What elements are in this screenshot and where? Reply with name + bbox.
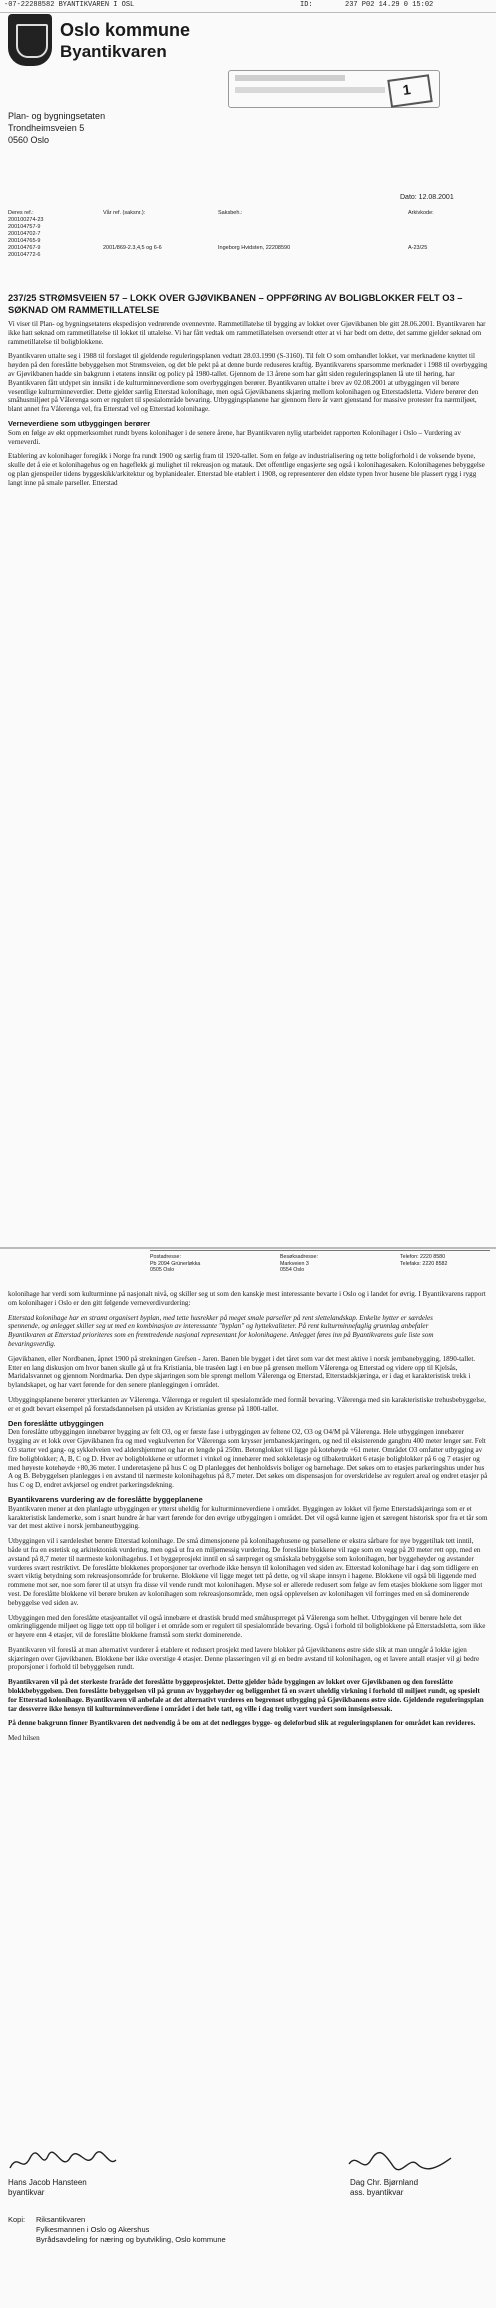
- conclusion-paragraph: Byantikvaren vil på det sterkeste fraråde det foreslåtte byggeprosjektet. Dette gjelder både byggingen av lokket over Gjøvikbanen og den foreslåtte blokkbebyggelsen. Den foreslåtte bebyggelsen vil på grunn av byggehøyder og beliggenhet få en svært uheldig virkning i forhold til miljøet rundt, og spesielt for Etterstad kolonihage. Byantikvaren vil anbefale at det alternativt vurderes en begrenset utbygging på Gjøvikbanens østre side. Gjeldende reguleringsplan tar dessverre ikke hensyn til kulturminneverdiene i området i det hele tatt, og ville i dag trolig vært vurdert som innsigelsessak.: [8, 1678, 484, 1713]
- copy-label: Kopi:: [8, 2215, 26, 2224]
- copy-recipient: Fylkesmannen i Oslo og Akershus: [36, 2225, 150, 2234]
- ref-label: Vår ref. (saksnr.):: [103, 210, 146, 216]
- paragraph: Som en følge av økt oppmerksomhet rundt byens kolonihager i de senere årene, har Byantikvaren nylig utarbeidet rapporten Kolonihager i Oslo – Vurdering av verneverdi.: [8, 428, 461, 446]
- address-line: Plan- og bygningsetaten: [8, 111, 106, 121]
- org-name: Oslo kommune: [60, 20, 191, 40]
- municipal-seal-icon: [8, 14, 52, 66]
- fax-header-id: ID:: [300, 1, 313, 9]
- paragraph: Byantikvaren vil foreslå at man alternativt vurderer å etablere et redusert prosjekt med lavere blokker på Gjøvikbanens østre side slik at man unngår å lokke igjen skjæringen over Gjøvikbanen. Blokkene bør ikke overstige 4 etasjer. Denne plasseringen vil gi en bedre avstand til kolonihagen, og et lavere antall etasjer vil gi bedre proporsjoner i forhold til bebyggelsen rundt.: [8, 1645, 480, 1672]
- paragraph: Byantikvaren uttalte seg i 1988 til forslaget til gjeldende reguleringsplanen vedtatt 28.03.1990 (S-3160). Til felt O som omhandlet lokket, var merknadene knyttet til høyden på den foreslåtte bebyggelsen mot Strømsveien, og det ble pekt på at denne burde reduseres kraftig. Byantikvarens sparsomme merknader i 1988 til overbygging av Gjøvikbanen hadde sin bakgrunn i etatens innsikt og policy på 1980-tallet. Gjennom de 13 årene som har gått siden reguleringsplanen lå ute til høring, har Byantikvaren fått utdypet sin innsikt i de kulturminneverdiene som overbyggingen berører. Byantikvaren uttalte i brev av 02.08.2001 at utbyggingen vil berøre vesentlige kulturminneverdier. Dette gjelder særlig Etterstad kolonihage, men også Gjøvikbanens skjæring mellom kolonihagen og Etterstadsletta. Videre berører den småhusmiljøet på Vålerenga som er regulert til spesialområde bevaring. Utbyggingsplanene har gjennom flere år vært gjenstand for massive protester fra nærmiljøet, blant annet fra Vålerenga vel, fra Etterstad vel og Etterstad kolonihage.: [8, 352, 488, 414]
- footer-visit: Besøksadresse: Markveien 3 0554 Oslo: [280, 1254, 318, 1274]
- page-break: [0, 1247, 496, 1249]
- body-part-1: [8, 320, 488, 494]
- signer-name: Hans Jacob Hansteen: [8, 2178, 87, 2187]
- signer-role: ass. byantikvar: [350, 2188, 404, 2197]
- section-heading: Verneverdiene som utbyggingen berører: [8, 418, 151, 428]
- ref-value: 200104757-9: [8, 224, 41, 230]
- paragraph: Vi viser til Plan- og bygningsetatens ekspedisjon vedrørende ovennevnte. Rammetillatelse til bygging av lokket over Gjøvikbanen ble gitt 28.06.2001. Byantikvaren har ikke hatt søknad om rammetillatelse til lokket til uttalelse. Vi har fått vedtak om rammetillatelsen oversendt etter at vi har bedt om dette, det samme gjelder søknad om rammetillatelse til boligblokkene.: [8, 320, 486, 346]
- fax-header: [0, 0, 496, 13]
- quote-block: Etterstad kolonihage har en stramt organisert byplan, med tette husrekker på meget smale parseller på rent slettelandskap. Enkelte hytter er særdeles spennende, og anlegget skiller seg ut med en kombinasjon av interessante "byplan" og hyttekvaliteter. På rent kulturminnefaglig grunnlag anbefaler Byantikvaren at Etterstad prioriteres som en fremtredende nasjonal representant for kolonihagene. Anlegget føres inn på Byantikvarens gule liste som bevaringsverdig.: [8, 1313, 434, 1348]
- closing: Med hilsen: [8, 1734, 40, 1743]
- footer-postal: Postadresse: Pb 2094 Grünerløkka 0505 Oslo: [150, 1254, 201, 1274]
- ref-label: Saksbeh.:: [218, 210, 243, 216]
- signature-hansteen-icon: [8, 2150, 118, 2172]
- paragraph: kolonihage har verdi som kulturminne på nasjonalt nivå, og skiller seg ut som den kanskje mest interessante bevarte i Oslo og i landet for øvrig. I Byantikvarens rapport om kolonihager i Oslo er den gitt følgende verneverdivurdering:: [8, 1290, 486, 1307]
- letterhead: [8, 14, 488, 69]
- ref-value: 200104702-7: [8, 231, 41, 237]
- reference-block: [8, 210, 488, 280]
- address-line: 0560 Oslo: [8, 135, 50, 145]
- signature-block-1: [8, 2178, 87, 2198]
- copy-recipient: Riksantikvaren: [36, 2215, 86, 2224]
- section-heading: Den foreslåtte utbyggingen: [8, 1418, 104, 1428]
- address-line: Trondheimsveien 5: [8, 123, 85, 133]
- ref-value: 200104772-6: [8, 252, 41, 258]
- fax-header-left: -07-22288582 BYANTIKVAREN I OSL: [4, 1, 135, 9]
- request-paragraph: På denne bakgrunn finner Byantikvaren det nødvendig å be om at det nedlegges bygge- og deleforbud slik at reguleringsplanen for området kan revideres.: [8, 1719, 476, 1728]
- body-part-2: [8, 1290, 488, 1749]
- ref-value: Ingeborg Hvidsten, 22208590: [218, 245, 291, 251]
- recipient-address: [8, 110, 105, 146]
- paragraph: Den foreslåtte utbyggingen innebærer bygging av felt O3, og er første fase i utbyggingen av feltene O2, O3 og O4/M på Vålerenga. Hele utbyggingen innebærer bygging av et lokk over Gjøvikbanen fra og med vegkulverten for Vålerenga som krysser jernbaneskjæringen, og ned til eksisterende gangbru 400 meter lenger sør. Felt O3 starter ved gang- og sykkelveien ved aldershjemmet og har en lengde på 250m. Betonglokket vil ligge på kotehøyde +61 meter. Området O3 omfatter utbygging av fire boligblokker; A, B, C og D. Hver av boligblokkene er utformet i vinkel og innebærer med sokkeletasje og tilbaketrukket 6 etasje boligblokker på 6 og 7 etasjer og med høyeste kotehøyde +80,36 meter. I underetasjene på hus C og D planlegges det henholdsvis boliger og barnehage. Det søkes om to etasjes parkeringshus under hus A og B. Bebyggelsen planlegges i en avstand til nærmeste kolonihagehus på 8,7 meter. Det søkes om dispensasjon for overskridelse av regulert areal og endret etasjer på hus C og D, endret avkjørsel og endret parkeringsdekning.: [8, 1428, 488, 1490]
- section-heading: Byantikvarens vurdering av de foreslåtte byggeplanene: [8, 1494, 203, 1504]
- paragraph: Etablering av kolonihager foregikk i Norge fra rundt 1900 og særlig fram til 1920-tallet. Som en følge av industrialisering og tette boligforhold i de voksende byene, skulle det å eie et kolonihagehus og en hageflekk gi mulighet til rekreasjon og matauk. Det offentlige engasjerte seg også i kolonihagesaken. Kolonihagenes bebyggelse og plan gjenspeiler tidens byggeskikk/arkitektur og byplanidealer. Etterstad ble etablert i 1908, og representerer den eldste typen hvor husene ble plassert rygg i rygg langt inne på smale parseller. Etterstad: [8, 452, 485, 487]
- signer-name: Dag Chr. Bjørnland: [350, 2178, 419, 2187]
- fax-header-right: 237 P02 14.29 0 15:02: [345, 1, 434, 9]
- letter-date: Dato: 12.08.2001: [400, 194, 454, 201]
- ref-value: 200104765-9: [8, 238, 41, 244]
- stamp-box: 1: [387, 74, 432, 108]
- paragraph: Byantikvaren mener at den planlagte utbyggingen er ytterst uheldig for kulturminneverdiene i området. Byggingen av lokket vil fjerne Etterstadskjæringa som er et karakteristisk landemerke, som i snart hundre år har vært førende for den øvrige utbyggingen i området. Det vil også kunne igjen et særegent historisk spor fra et tår som var det mest aktive i norsk jernbaneutbygging.: [8, 1504, 488, 1531]
- paragraph: Utbyggingsplanene berører ytterkanten av Vålerenga. Vålerenga er regulert til spesialområde med formål bevaring. Vålerenga med sin karakteristiske trehusbebyggelse, er et godt bevart eksempel på forstadsdannelsen på utsiden av Kristianias grense på 1800-tallet.: [8, 1395, 486, 1413]
- signer-role: byantikvar: [8, 2188, 45, 2197]
- ref-value: A-23/25: [408, 245, 428, 251]
- paragraph: Gjøvikbanen, eller Nordbanen, åpnet 1900 på strekningen Grefsen - Jaren. Banen ble bygget i det tåret som var det mest aktive i norsk jernbanebygging, 1890-tallet. Etter en lang diskusjon om hvor banen skulle gå ut fra Kristiania, ble traséen lagt i en bue på grensen mellom Vålerenga og Etterstad og videre opp til Kjelsås, Maridalsvannet og gjennom Nordmarka. Den dype skjæringen som ble sprengt mellom Vålerenga og Etterstad, Etterstadskjæringa, er i dag et karakteristisk trekk i bylandskapet, og har vært førende for den senere planleggingen i området.: [8, 1354, 476, 1390]
- dept-name: Byantikvaren: [60, 42, 167, 61]
- letter-subject: 237/25 STRØMSVEIEN 57 – LOKK OVER GJØVIKBANEN – OPPFØRING AV BOLIGBLOKKER FELT O3 – SØKNAD OM RAMMETILLATELSE: [8, 293, 463, 315]
- ref-value: 2001/869-2.3,4,5 og 6-6: [103, 245, 162, 251]
- footer-phone: Telefon: 2220 8580 Telefaks: 2220 8582: [400, 1254, 448, 1267]
- ref-value: 200100274-23: [8, 217, 44, 223]
- signature-block-2: [350, 2178, 418, 2198]
- ref-label: Deres ref.:: [8, 210, 34, 216]
- received-stamp: [228, 70, 440, 108]
- ref-label: Arkivkode:: [408, 210, 434, 216]
- ref-value: 200104767-9: [8, 245, 41, 251]
- copy-list: [8, 2215, 226, 2245]
- paragraph: Utbyggingen med den foreslåtte etasjeantallet vil også innebære et drastisk brudd med småhusprreget på Vålerenga som helhet. Utbyggingen vil berøre hele det omkringliggende miljøet og ligge tett opp til boliger i et område som er regulert til spesialområde bevaring. Også i forhold til boligblokkene på Etterstadsletta, som ikke er høyere enn 4 etasjer, vil de foreslåtte blokkene framstå som sterkt dominerende.: [8, 1613, 486, 1640]
- paragraph: Utbyggingen vil i særdeleshet berøre Etterstad kolonihage. De små dimensjonene på kolonihagehusene og parsellene er ekstra sårbare for nye byggetiltak tett inntil, både ut fra en estetisk og arkitektonisk vurdering, men også ut fra en miljømessig vurdering. De foreslåtte blokkene vil rage som en vegg på 20 meter rett opp, med en avstand på 8,7 meter til nærmeste kolonihagehus. I et byggeprosjekt inntil en så særpreget og småskala bebyggelse som kolonihagen, bør byggehøyder og avstander vurderes svært restriktivt. De foreslåtte blokkenes proporsjoner tar overhode ikke hensyn til kolonihagen ved siden av. Etterstad kolonihage har i dag som tidligere en svært viktig betydning som rekreasjonsområde for brukerne. Blokkene vil ligge meget tett på dette, og vil skape innsyn i hagene. Blokkene vil også bli liggende med rommene mot sør, noe som fører til at utsyn fra disse vil vende rundt mot kolonihagen. Myse sol er allerede redusert som følge av fem etasjes blokkene som ligger mot vest. De foreslåtte blokkene vil berøre bruken av kolonihagen som rekreasjonsområde, men også opplevelsen av kolonihagen vil forringes med en så dominerende bebyggelse ved siden av.: [8, 1537, 483, 1607]
- letter-footer: [150, 1250, 490, 1281]
- copy-recipient: Byrådsavdeling for næring og byutvikling, Oslo kommune: [36, 2235, 226, 2244]
- signature-bjornland-icon: [345, 2150, 455, 2172]
